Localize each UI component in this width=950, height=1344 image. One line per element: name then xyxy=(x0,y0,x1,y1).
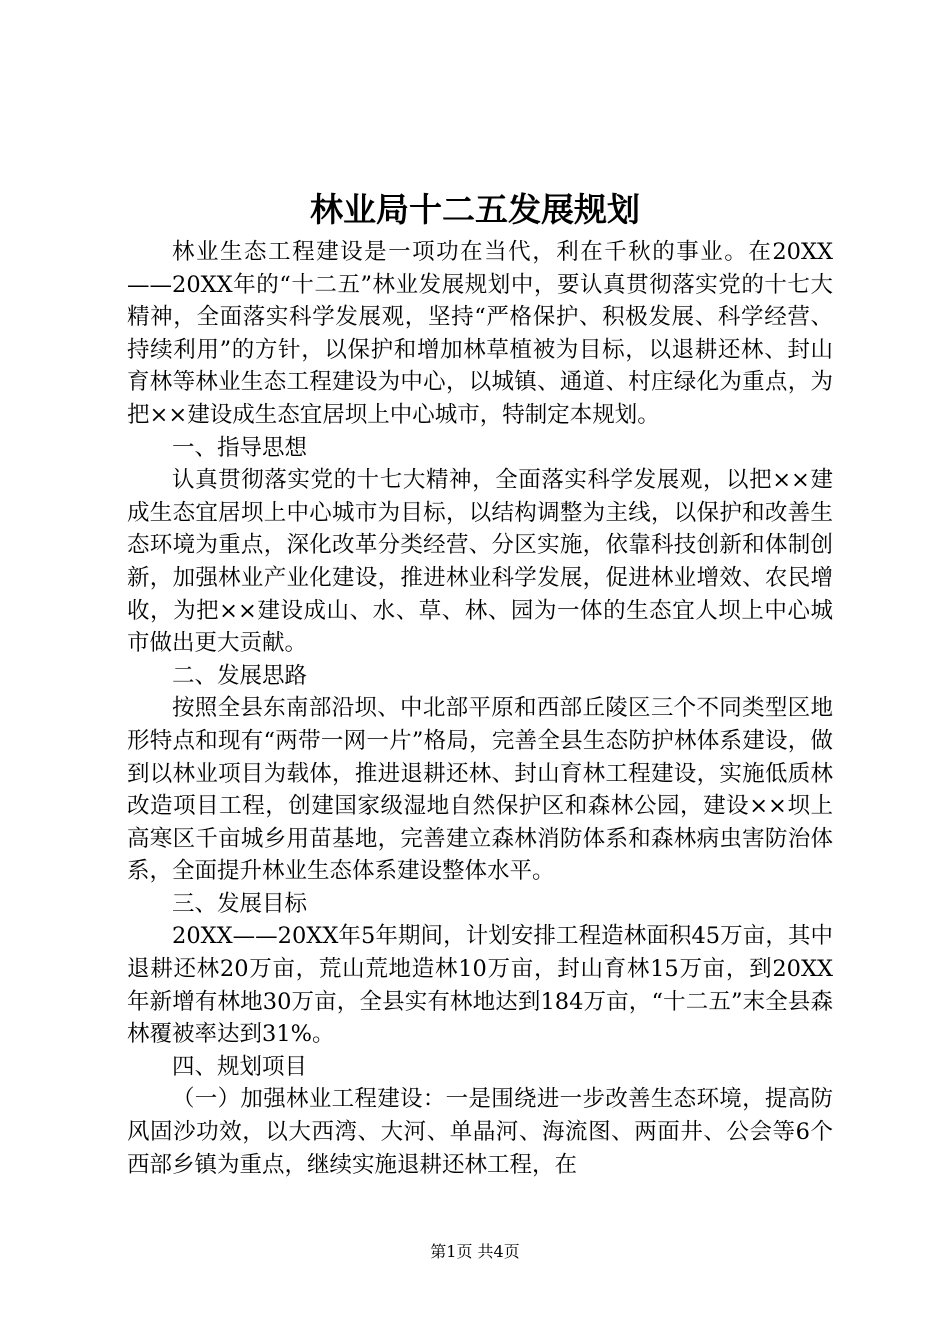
development-approach-paragraph: 按照全县东南部沿坝、中北部平原和西部丘陵区三个不同类型区地形特点和现有“两带一网一片”格局，完善全县生态防护林体系建设，做到以林业项目为载体，推进退耕还林、封山育林工程建设，实施低质林改造项目工程，创建国家级湿地自然保护区和森林公园，建设××坝上高寒区千亩城乡用苗基地，完善建立森林消防体系和森林病虫害防治体系，全面提升林业生态体系建设整体水平。 xyxy=(127,695,833,885)
document-title: 林业局十二五发展规划 xyxy=(310,190,640,229)
page-number-footer: 第1页 共4页 xyxy=(430,1242,520,1261)
section-heading-guiding-thought: 一、指导思想 xyxy=(172,434,308,461)
section-heading-planned-projects: 四、规划项目 xyxy=(172,1053,308,1080)
development-goals-paragraph: 20XX——20XX年5年期间，计划安排工程造林面积45万亩，其中退耕还林20万亩，荒山荒地造林10万亩，封山育林15万亩，到20XX年新增有林地30万亩，全县实有林地达到184万亩，“十二五”末全县森林覆被率达到31%。 xyxy=(127,923,833,1048)
document-body xyxy=(127,236,833,1181)
section-heading-development-goals: 三、发展目标 xyxy=(172,890,308,917)
section-heading-development-approach: 二、发展思路 xyxy=(172,662,308,689)
planned-projects-paragraph: （一）加强林业工程建设：一是围绕进一步改善生态环境，提高防风固沙功效，以大西湾、大河、单晶河、海流图、两面井、公会等6个西部乡镇为重点，继续实施退耕还林工程，在 xyxy=(127,1086,833,1178)
intro-paragraph: 林业生态工程建设是一项功在当代，利在千秋的事业。在20XX——20XX年的“十二五”林业发展规划中，要认真贯彻落实党的十七大精神，全面落实科学发展观，坚持“严格保护、积极发展、科学经营、持续利用”的方针，以保护和增加林草植被为目标，以退耕还林、封山育林等林业生态工程建设为中心，以城镇、通道、村庄绿化为重点，为把××建设成生态宜居坝上中心城市，特制定本规划。 xyxy=(127,239,833,428)
guiding-thought-paragraph: 认真贯彻落实党的十七大精神，全面落实科学发展观，以把××建成生态宜居坝上中心城市为目标，以结构调整为主线，以保护和改善生态环境为重点，深化改革分类经营、分区实施，依靠科技创新和体制创新，加强林业产业化建设，推进林业科学发展，促进林业增效、农民增收，为把××建设成山、水、草、林、园为一体的生态宜人坝上中心城市做出更大贡献。 xyxy=(127,467,833,657)
